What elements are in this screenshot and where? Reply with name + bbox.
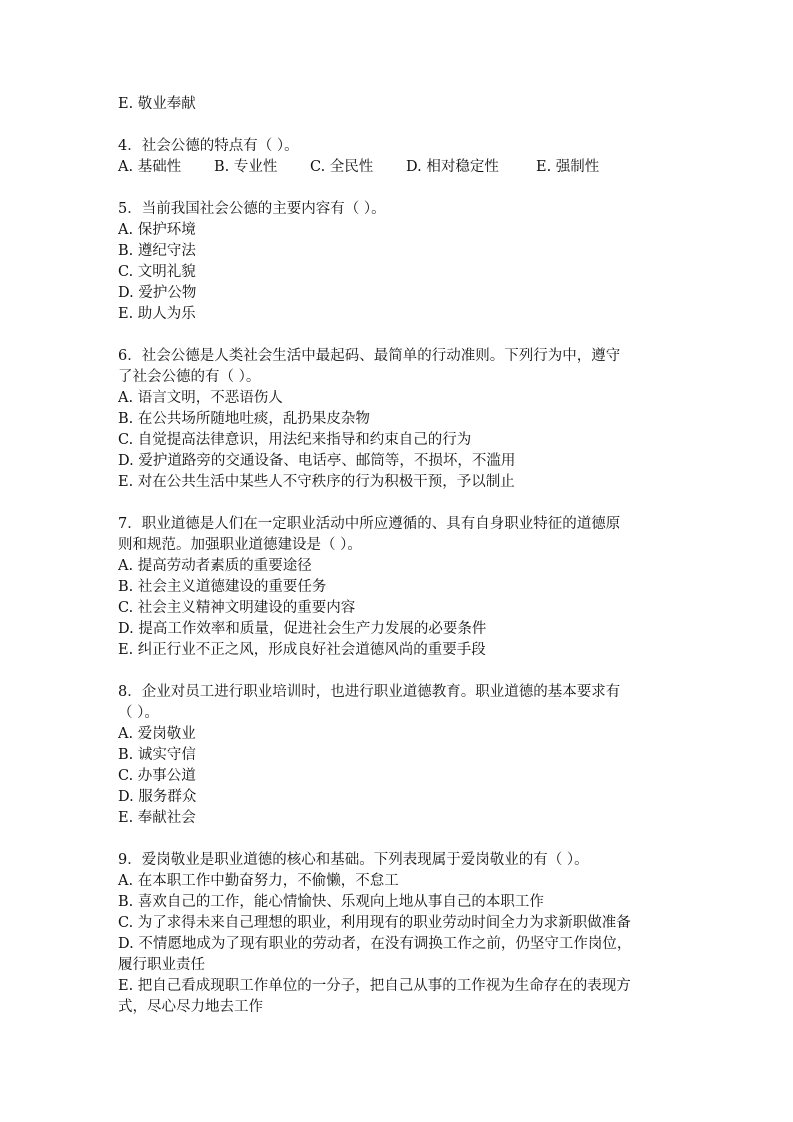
q9-option-b: B. 喜欢自己的工作，能心情愉快、乐观向上地从事自己的本职工作 bbox=[118, 894, 544, 910]
q4-option-a: A. 基础性 bbox=[118, 159, 182, 175]
spacer bbox=[118, 115, 688, 136]
q7-option-c: C. 社会主义精神文明建设的重要内容 bbox=[118, 600, 356, 616]
q7-stem-line1: 7．职业道德是人们在一定职业活动中所应遵循的、具有自身职业特征的道德原 bbox=[118, 516, 621, 532]
q6-stem-line2: 了社会公德的有（ ）。 bbox=[118, 369, 261, 385]
q4-option-c: C. 全民性 bbox=[310, 159, 374, 175]
spacer bbox=[118, 325, 688, 346]
q6-stem-line1: 6．社会公德是人类社会生活中最起码、最简单的行动准则。下列行为中，遵守 bbox=[118, 348, 621, 364]
q4-option-e: E. 强制性 bbox=[536, 159, 600, 175]
q3-option-e: E. 敬业奉献 bbox=[118, 96, 196, 112]
q8-option-c: C. 办事公道 bbox=[118, 768, 196, 784]
q8-option-a: A. 爱岗敬业 bbox=[118, 726, 196, 742]
q4-options bbox=[118, 157, 688, 178]
q4-option-b: B. 专业性 bbox=[214, 159, 278, 175]
q5-option-c: C. 文明礼貌 bbox=[118, 264, 196, 280]
q5-option-b: B. 遵纪守法 bbox=[118, 243, 196, 259]
q8-stem-line2: （ ）。 bbox=[118, 705, 159, 721]
q9-stem: 9．爱岗敬业是职业道德的核心和基础。下列表现属于爱岗敬业的有（ ）。 bbox=[118, 852, 589, 868]
q9-option-e-line2: 式，尽心尽力地去工作 bbox=[118, 999, 263, 1015]
q7-option-d: D. 提高工作效率和质量，促进社会生产力发展的必要条件 bbox=[118, 621, 487, 637]
q9-option-d-line1: D. 不情愿地成为了现有职业的劳动者，在没有调换工作之前，仍坚守工作岗位， bbox=[118, 936, 632, 952]
q6-option-e: E. 对在公共生活中某些人不守秩序的行为积极干预，予以制止 bbox=[118, 474, 515, 490]
q7-option-e: E. 纠正行业不正之风，形成良好社会道德风尚的重要手段 bbox=[118, 642, 486, 658]
q5-stem: 5．当前我国社会公德的主要内容有（ ）。 bbox=[118, 201, 386, 217]
spacer bbox=[118, 829, 688, 850]
q7-stem-line2: 则和规范。加强职业道德建设是（ ）。 bbox=[118, 537, 362, 553]
q8-option-b: B. 诚实守信 bbox=[118, 747, 196, 763]
q8-stem-line1: 8．企业对员工进行职业培训时，也进行职业道德教育。职业道德的基本要求有 bbox=[118, 684, 621, 700]
q9-option-e-line1: E. 把自己看成现职工作单位的一分子，把自己从事的工作视为生命存在的表现方 bbox=[118, 978, 631, 994]
q6-option-c: C. 自觉提高法律意识，用法纪来指导和约束自己的行为 bbox=[118, 432, 472, 448]
q5-option-d: D. 爱护公物 bbox=[118, 285, 197, 301]
q9-option-c: C. 为了求得未来自己理想的职业，利用现有的职业劳动时间全力为求新职做准备 bbox=[118, 915, 631, 931]
spacer bbox=[118, 493, 688, 514]
spacer bbox=[118, 178, 688, 199]
q7-option-a: A. 提高劳动者素质的重要途径 bbox=[118, 558, 312, 574]
q9-option-d-line2: 履行职业责任 bbox=[118, 957, 205, 973]
q7-option-b: B. 社会主义道德建设的重要任务 bbox=[118, 579, 327, 595]
q8-option-e: E. 奉献社会 bbox=[118, 810, 196, 826]
document-page bbox=[118, 94, 688, 1018]
q6-option-d: D. 爱护道路旁的交通设备、电话亭、邮筒等，不损坏，不滥用 bbox=[118, 453, 516, 469]
q4-option-d: D. 相对稳定性 bbox=[406, 159, 499, 175]
q9-option-a: A. 在本职工作中勤奋努力，不偷懒，不怠工 bbox=[118, 873, 399, 889]
q5-option-e: E. 助人为乐 bbox=[118, 306, 196, 322]
spacer bbox=[118, 661, 688, 682]
q5-option-a: A. 保护环境 bbox=[118, 222, 196, 238]
q4-stem: 4．社会公德的特点有（ ）。 bbox=[118, 138, 299, 154]
q6-option-a: A. 语言文明，不恶语伤人 bbox=[118, 390, 283, 406]
q6-option-b: B. 在公共场所随地吐痰，乱扔果皮杂物 bbox=[118, 411, 370, 427]
q8-option-d: D. 服务群众 bbox=[118, 789, 197, 805]
